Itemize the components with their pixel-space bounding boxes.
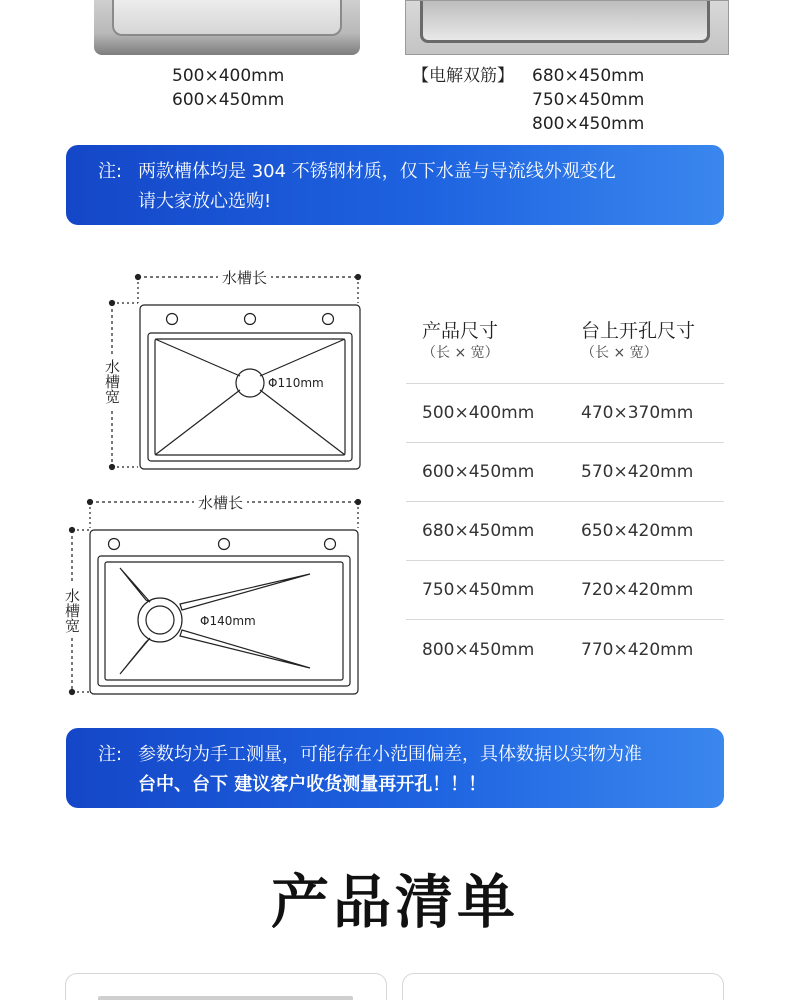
note-line-2: 请大家放心选购! <box>138 191 272 212</box>
spec-table-header <box>406 318 724 384</box>
note-line-1: 参数均为手工测量，可能存在小范围偏差，具体数据以实物为准 <box>138 744 642 765</box>
cutout-size-cell: 470×370mm <box>581 403 694 423</box>
top-length-label: 水槽长 <box>218 267 271 288</box>
cutout-size-cell: 720×420mm <box>581 580 694 600</box>
sink-photo-single <box>94 0 360 55</box>
right-size-3: 800×450mm <box>532 114 645 134</box>
measure-note <box>66 728 724 808</box>
header-product-size-unit: （长 × 宽） <box>422 345 499 361</box>
note-line-1: 两款槽体均是 304 不锈钢材质，仅下水盖与导流线外观变化 <box>138 161 616 182</box>
product-card-right <box>402 973 724 1000</box>
table-row <box>406 561 724 620</box>
left-size-2: 600×450mm <box>172 90 285 110</box>
sink-diagram-double-rib-drawing <box>62 492 372 702</box>
table-row <box>406 384 724 443</box>
table-row <box>406 443 724 502</box>
sink-diagram-single <box>100 265 370 480</box>
bottom-width-label: 水槽宽 <box>62 584 83 637</box>
bottom-drain-label: Φ140mm <box>200 614 256 628</box>
cutout-size-cell: 770×420mm <box>581 639 694 660</box>
product-size-cell: 600×450mm <box>422 462 535 482</box>
bottom-length-label: 水槽长 <box>194 492 247 513</box>
table-row <box>406 620 724 679</box>
top-width-label: 水槽宽 <box>102 355 123 408</box>
product-list-title: 产品清单 <box>270 868 519 936</box>
cutout-size-cell: 650×420mm <box>581 521 694 541</box>
note-label: 注: <box>98 161 123 182</box>
product-card-left <box>65 973 387 1000</box>
note-line-2: 台中、台下 建议客户收货测量再开孔！！！ <box>138 774 487 795</box>
note-label: 注: <box>98 744 123 765</box>
product-size-cell: 500×400mm <box>422 403 535 423</box>
right-variant-tag: 【电解双筋】 <box>412 66 514 86</box>
right-size-2: 750×450mm <box>532 90 645 110</box>
top-drain-label: Φ110mm <box>268 376 324 390</box>
material-note <box>66 145 724 225</box>
table-row <box>406 502 724 561</box>
product-size-cell: 800×450mm <box>422 639 535 660</box>
product-size-cell: 680×450mm <box>422 521 535 541</box>
cutout-size-cell: 570×420mm <box>581 462 694 482</box>
right-size-1: 680×450mm <box>532 66 645 86</box>
sink-photo-double-rib <box>405 0 729 55</box>
product-size-cell: 750×450mm <box>422 580 535 600</box>
spec-table <box>406 318 724 679</box>
header-cutout-size: 台上开孔尺寸 <box>581 320 696 342</box>
left-size-1: 500×400mm <box>172 66 285 86</box>
header-product-size: 产品尺寸 <box>422 320 499 342</box>
sink-diagram-double-rib <box>62 492 372 702</box>
sink-diagram-single-drawing <box>100 265 370 480</box>
header-cutout-size-unit: （长 × 宽） <box>581 345 658 361</box>
